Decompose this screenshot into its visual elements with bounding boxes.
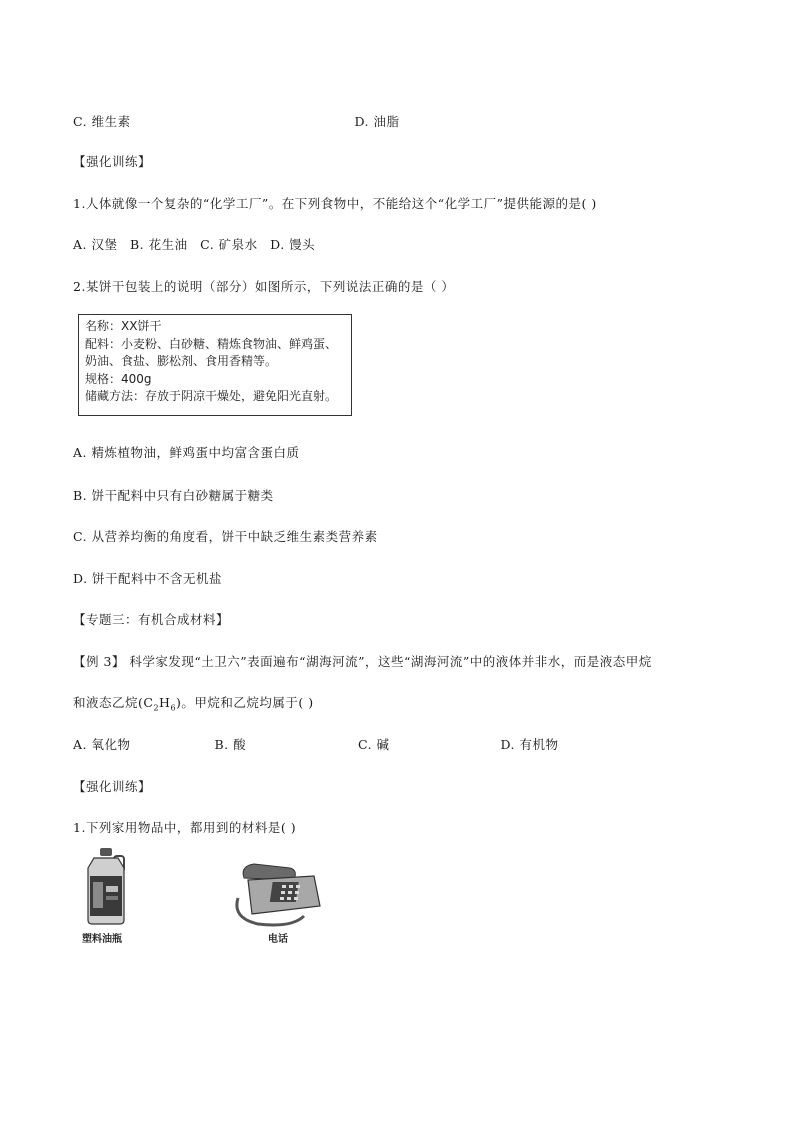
option-a: A. 汉堡: [73, 237, 118, 252]
example-3-line2: 和液态乙烷$(C_2H_6)$。甲烷和乙烷均属于( ): [73, 695, 314, 713]
option-d: D. 有机物: [500, 737, 559, 752]
section-heading: 【强化训练】: [73, 154, 152, 169]
label-line-ingredients-cont: 奶油、食盐、膨松剂、食用香精等。: [85, 354, 278, 368]
option-b: B. 花生油: [129, 237, 188, 252]
label-line-storage: 储藏方法：存放于阴凉干燥处，避免阳光直射。: [85, 389, 338, 403]
question-2-option-a: A. 精炼植物油，鲜鸡蛋中均富含蛋白质: [73, 445, 300, 460]
question-2-option-b: B. 饼干配料中只有白砂糖属于糖类: [73, 488, 274, 503]
label-line-name: 名称：XX饼干: [85, 319, 162, 333]
option-c: C. 碱: [357, 737, 390, 752]
question-1-text: 1.下列家用物品中，都用到的材料是( ): [73, 820, 297, 835]
option-d: D. 油脂: [354, 114, 400, 129]
topic-heading: 【专题三：有机合成材料】: [73, 612, 230, 627]
question-2-text: 2.某饼干包装上的说明（部分）如图所示，下列说法正确的是（ ）: [73, 279, 455, 294]
option-c: C. 矿泉水: [200, 237, 258, 252]
example-3-options: [73, 735, 558, 753]
label-line-ingredients: 配料：小麦粉、白砂糖、精炼食物油、鲜鸡蛋、: [85, 336, 338, 351]
example-3-line1: 【例 3】 科学家发现“土卫六”表面遍布“湖海河流”，这些“湖海河流”中的液体并非水，而是液态甲烷: [73, 654, 652, 669]
question-2-option-c: C. 从营养均衡的角度看，饼干中缺乏维生素类营养素: [73, 529, 378, 544]
question-1-options: [73, 235, 315, 253]
section-heading: 【强化训练】: [73, 779, 152, 794]
question-1-text: 1.人体就像一个复杂的“化学工厂”。在下列食物中，不能给这个“化学工厂”提供能源的是( ): [73, 196, 597, 211]
telephone-caption: 电话: [268, 934, 288, 945]
label-line-spec: 规格：400g: [85, 371, 152, 386]
option-b: B. 酸: [214, 737, 247, 752]
plastic-oil-bottle-icon: [80, 846, 132, 926]
telephone-icon: [232, 858, 324, 928]
option-d: D. 馒头: [270, 237, 316, 252]
biscuit-label-box: [78, 314, 352, 416]
bottle-caption: 塑料油瓶: [82, 934, 122, 945]
prev-options: [73, 112, 400, 130]
option-a: A. 氧化物: [73, 737, 131, 752]
question-2-option-d: D. 饼干配料中不含无机盐: [73, 571, 223, 586]
option-c: C. 维生素: [73, 114, 131, 129]
